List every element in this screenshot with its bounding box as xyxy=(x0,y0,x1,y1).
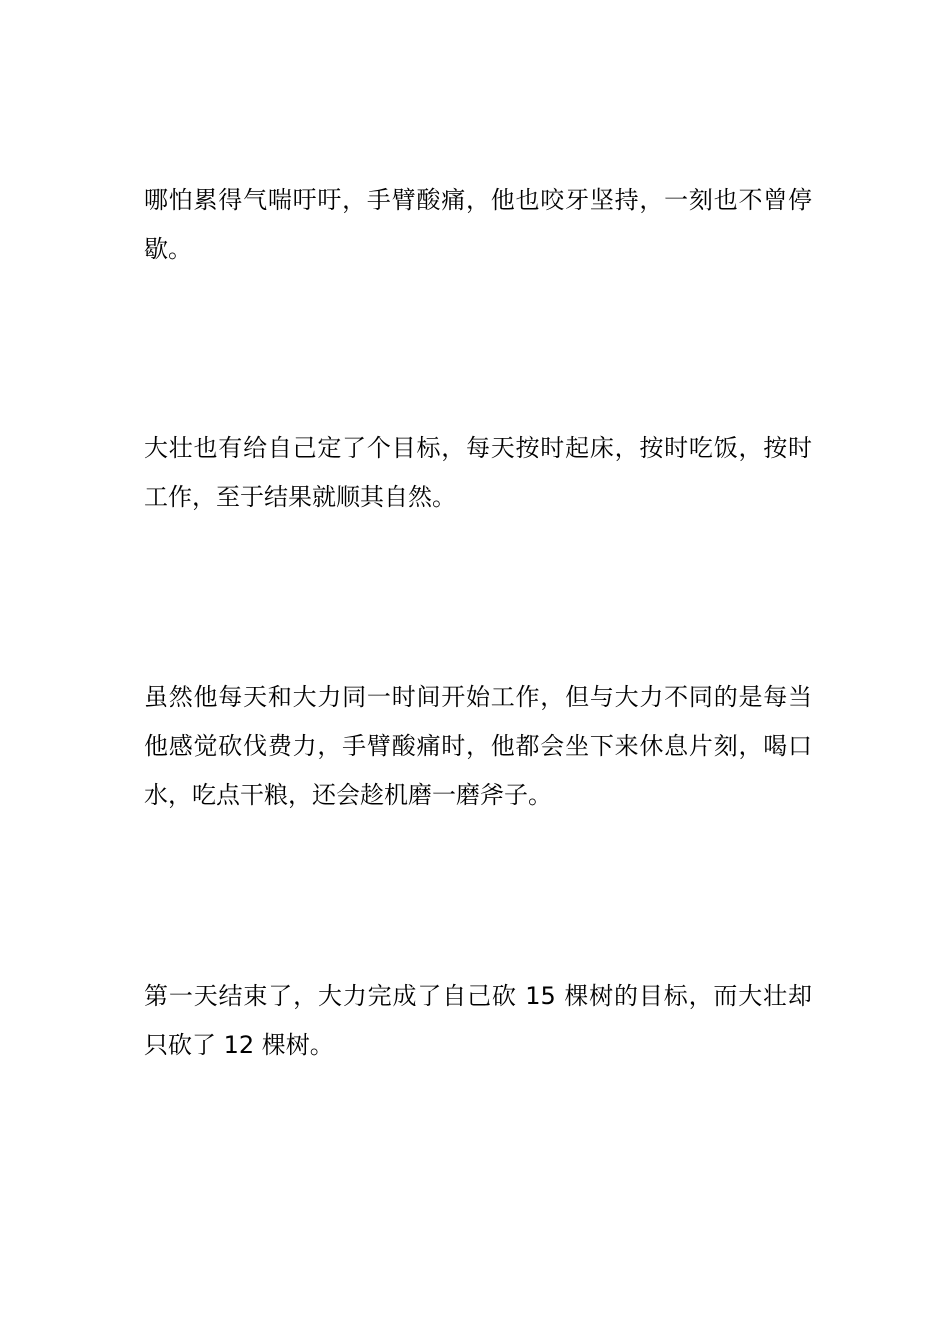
paragraph-4: 第一天结束了，大力完成了自己砍 15 棵树的目标，而大壮却只砍了 12 棵树。 xyxy=(144,982,812,1059)
paragraph-1: 哪怕累得气喘吁吁，手臂酸痛，他也咬牙坚持，一刻也不曾停歇。 xyxy=(144,186,812,263)
paragraph-2: 大壮也有给自己定了个目标，每天按时起床，按时吃饭，按时工作，至于结果就顺其自然。 xyxy=(144,434,812,511)
paragraph-3: 虽然他每天和大力同一时间开始工作，但与大力不同的是每当他感觉砍伐费力，手臂酸痛时，他都会坐下来休息片刻，喝口水，吃点干粮，还会趁机磨一磨斧子。 xyxy=(144,683,812,809)
